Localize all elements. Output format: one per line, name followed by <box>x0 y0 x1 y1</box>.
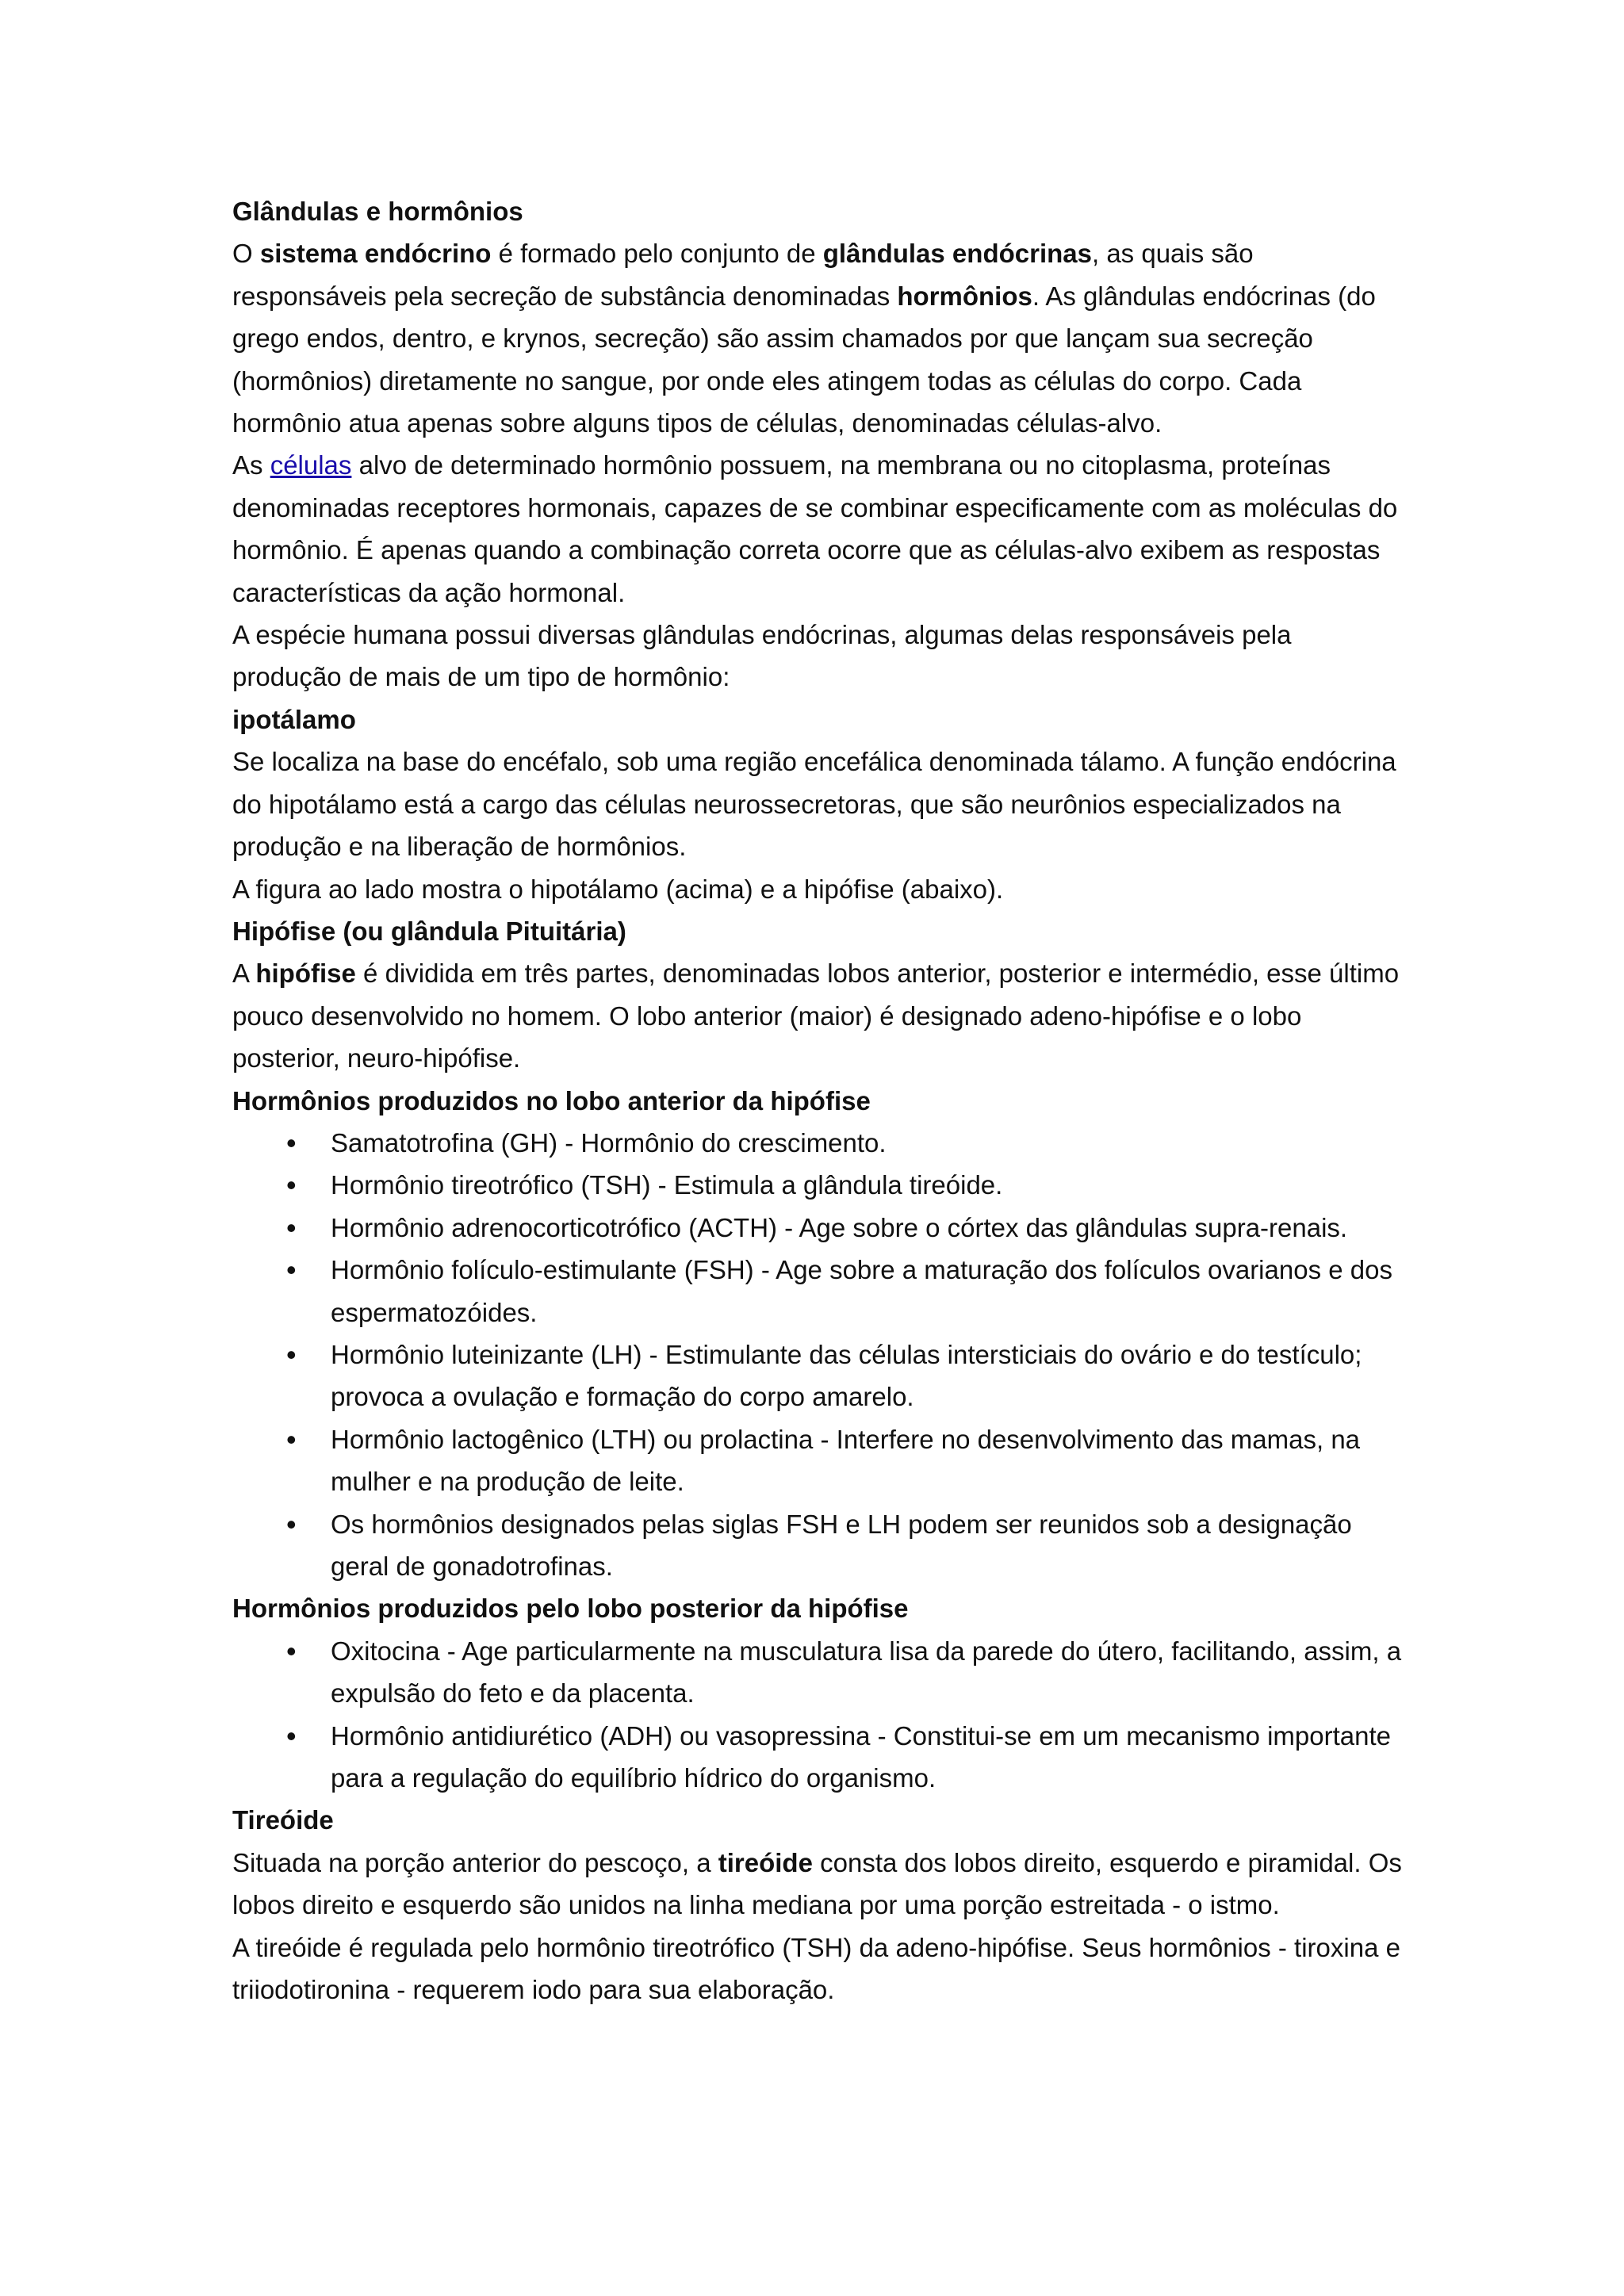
posterior-lobe-heading: Hormônios produzidos pelo lobo posterior da hipófise <box>232 1594 909 1624</box>
text-run: As <box>232 450 270 480</box>
text-run: A <box>232 959 256 989</box>
bold-term: tireóide <box>718 1847 813 1877</box>
page-title: Glândulas e hormônios <box>232 197 523 226</box>
tireoide-paragraph-2: A tireóide é regulada pelo hormônio tireotrófico (TSH) da adeno-hipófise. Seus hormônios - tiroxina e triiodotironina - requerem iodo para sua elaboração. <box>232 1932 1400 2005</box>
text-run: alvo de determinado hormônio possuem, na membrana ou no citoplasma, proteínas denominadas receptores hormonais, capazes de se combinar especificamente com as moléculas do hormônio. É apenas quando a combinação correta ocorre que as células-alvo exibem as respostas características da ação hormonal. <box>232 450 1398 607</box>
intro-paragraph-1 <box>232 232 1402 444</box>
list-item: • Hormônio lactogênico (LTH) ou prolactina - Interfere no desenvolvimento das mamas, na mulher e na produção de leite. <box>232 1418 1402 1503</box>
list-item: • Hormônio tireotrófico (TSH) - Estimula a glândula tireóide. <box>232 1164 1402 1206</box>
hipofise-heading: Hipófise (ou glândula Pituitária) <box>232 916 626 946</box>
list-item: • Hormônio adrenocorticotrófico (ACTH) - Age sobre o córtex das glândulas supra-renais. <box>232 1207 1402 1249</box>
text-run: O <box>232 239 260 269</box>
celulas-link[interactable]: células <box>270 450 352 480</box>
list-item: • Hormônio antidiurético (ADH) ou vasopressina - Constitui-se em um mecanismo importante para a regulação do equilíbrio hídrico do organismo. <box>232 1715 1402 1800</box>
hipotalamo-heading: ipotálamo <box>232 704 356 734</box>
bold-term: hipófise <box>255 959 356 989</box>
posterior-lobe-list <box>232 1630 1402 1800</box>
bold-term: glândulas endócrinas <box>822 239 1092 269</box>
list-item: • Hormônio folículo-estimulante (FSH) - Age sobre a maturação dos folículos ovarianos e dos espermatozóides. <box>232 1249 1402 1334</box>
anterior-lobe-heading: Hormônios produzidos no lobo anterior da hipófise <box>232 1085 871 1115</box>
text-run: Situada na porção anterior do pescoço, a <box>232 1847 718 1877</box>
list-item: • Hormônio luteinizante (LH) - Estimulante das células intersticiais do ovário e do testículo; provoca a ovulação e formação do corpo amarelo. <box>232 1334 1402 1418</box>
tireoide-paragraph-1 <box>232 1842 1402 1927</box>
list-item: • Oxitocina - Age particularmente na musculatura lisa da parede do útero, facilitando, assim, a expulsão do feto e da placenta. <box>232 1630 1402 1715</box>
intro-paragraph-2 <box>232 444 1402 614</box>
hipotalamo-paragraph-1: Se localiza na base do encéfalo, sob uma região encefálica denominada tálamo. A função endócrina do hipotálamo está a cargo das células neurossecretoras, que são neurônios especializados na produção e na liberação de hormônios. <box>232 747 1396 862</box>
text-run: consta dos lobos direito, esquerdo e piramidal. Os lobos direito e esquerdo são unidos na linha mediana por uma porção estreitada - o istmo. <box>232 1847 1402 1920</box>
text-run: é dividida em três partes, denominadas lobos anterior, posterior e intermédio, esse último pouco desenvolvido no homem. O lobo anterior (maior) é designado adeno-hipófise e o lobo posterior, neuro-hipófise. <box>232 959 1400 1073</box>
hipotalamo-paragraph-2: A figura ao lado mostra o hipotálamo (acima) e a hipófise (abaixo). <box>232 874 1004 904</box>
tireoide-heading: Tireóide <box>232 1805 334 1835</box>
bold-term: hormônios <box>897 281 1032 311</box>
anterior-lobe-list <box>232 1122 1402 1587</box>
text-run: . As glândulas endócrinas (do grego endos, dentro, e krynos, secreção) são assim chamados por que lançam sua secreção (hormônios) diretamente no sangue, por onde eles atingem todas as células do corpo. Cada hormônio atua apenas sobre alguns tipos de células, denominadas células-alvo. <box>232 281 1376 438</box>
list-item: • Os hormônios designados pelas siglas FSH e LH podem ser reunidos sob a designação geral de gonadotrofinas. <box>232 1503 1402 1588</box>
bold-term: sistema endócrino <box>259 239 492 269</box>
intro-paragraph-3: A espécie humana possui diversas glândulas endócrinas, algumas delas responsáveis pela produção de mais de um tipo de hormônio: <box>232 620 1292 692</box>
text-run: , as quais são responsáveis pela secreção de substância denominadas <box>232 239 1254 311</box>
hipofise-paragraph <box>232 952 1402 1079</box>
text-run: é formado pelo conjunto de <box>491 239 823 269</box>
list-item: • Samatotrofina (GH) - Hormônio do crescimento. <box>232 1122 1402 1164</box>
document-body <box>232 190 1402 2011</box>
